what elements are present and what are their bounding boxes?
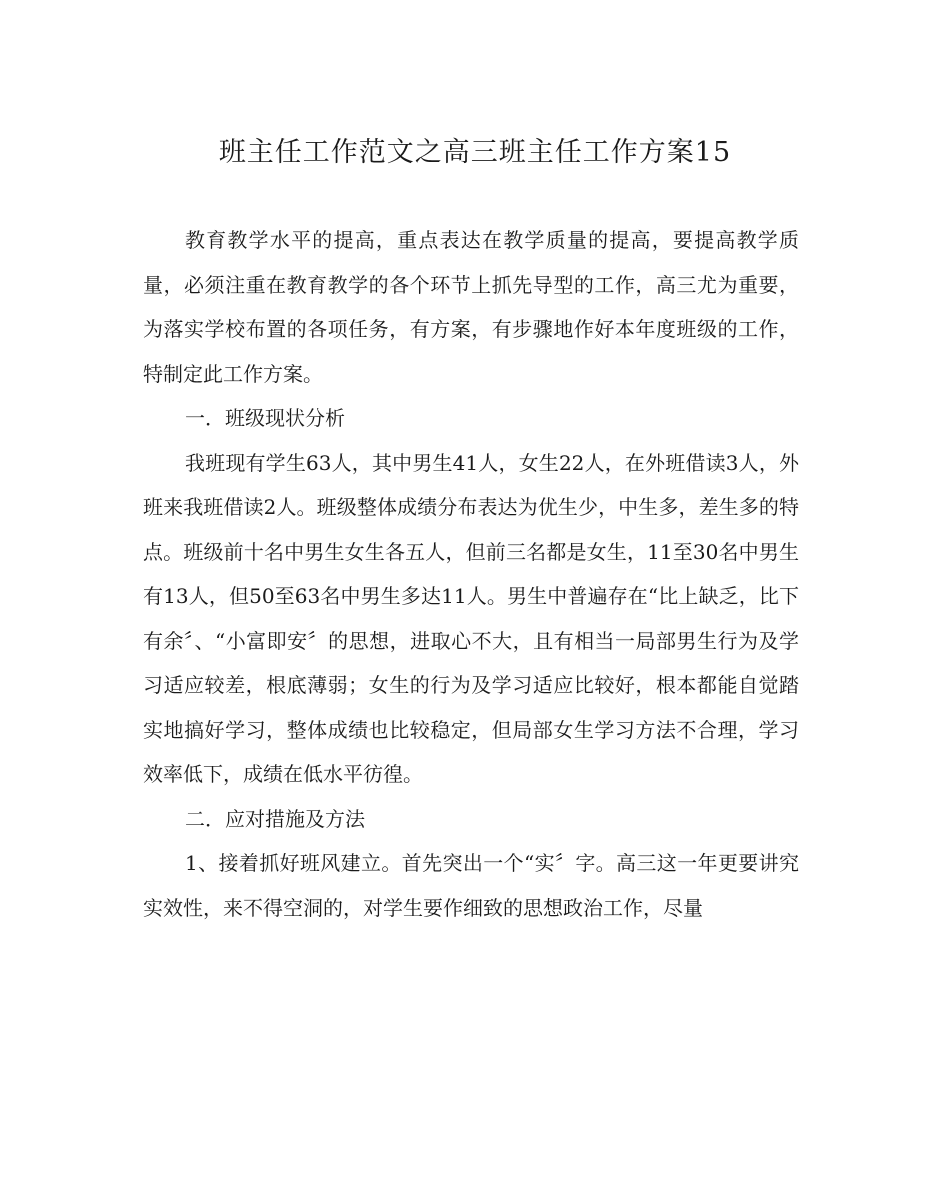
document-body xyxy=(143,218,799,930)
section-heading-measures: 二．应对措施及方法 xyxy=(185,806,365,831)
intro-paragraph: 教育教学水平的提高，重点表达在教学质量的提高，要提高教学质量，必须注重在教育教学的各个环节上抓先导型的工作，高三尤为重要，为落实学校布置的各项任务，有方案，有步骤地作好本年度班级的工作，特制定此工作方案。 xyxy=(143,228,799,386)
document-title: 班主任工作范文之高三班主任工作方案15 xyxy=(218,137,732,168)
section-heading-class-status: 一．班级现状分析 xyxy=(185,406,345,430)
measures-paragraph: 1、接着抓好班风建立。首先突出一个“实〞字。高三这一年更要讲究实效性，来不得空洞的，对学生要作细致的思想政治工作，尽量 xyxy=(143,851,799,920)
class-status-paragraph: 我班现有学生63人，其中男生41人，女生22人，在外班借读3人，外班来我班借读2人。班级整体成绩分布表达为优生少，中生多，差生多的特点。班级前十名中男生女生各五人，但前三名都是女生，11至30名中男生有13人，但50至63名中男生多达11人。男生中普遍存在“比上缺乏，比下有余〞、“小富即安〞的思想，进取心不大，且有相当一局部男生行为及学习适应较差，根底薄弱；女生的行为及学习适应比较好，根本都能自觉踏实地搞好学习，整体成绩也比较稳定，但局部女生学习方法不合理，学习效率低下，成绩在低水平彷徨。 xyxy=(143,450,799,786)
